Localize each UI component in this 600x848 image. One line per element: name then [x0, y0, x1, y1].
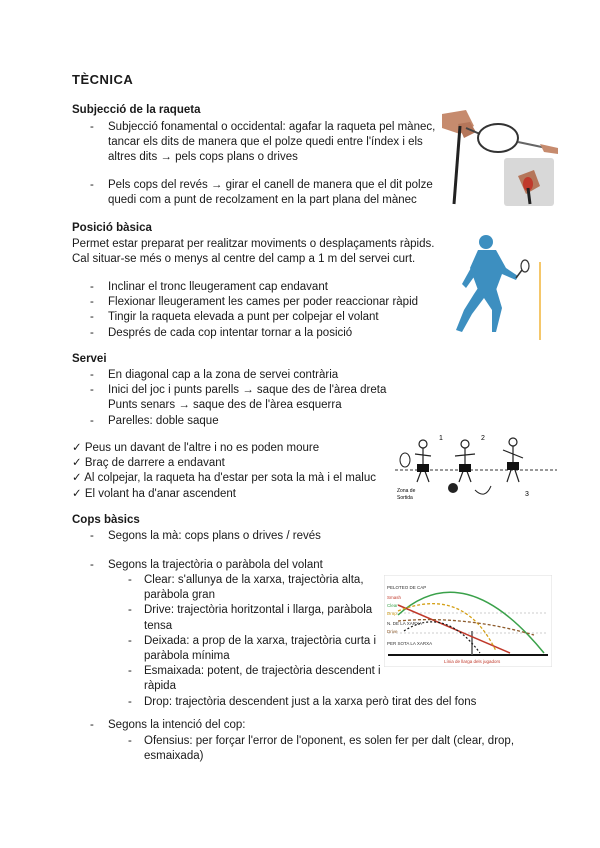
racket-grip-image	[440, 104, 558, 208]
diagram-label: PELOTEO DE CAP	[387, 585, 427, 590]
list-item: - Pels cops del revés → girar el canell de manera que el dit polze quedi com a punt de recolzament en la part plana del mànec	[90, 179, 433, 207]
posicio-intro: Permet estar preparat per realitzar moviments o desplaçaments ràpids. Cal situar-se més o menys al centre del camp a 1 m del servei curt.	[72, 238, 435, 266]
diagram-label: Línia de llarga dels jugadors	[444, 659, 501, 664]
cops-sub-list: - Clear: s'allunya de la xarxa, trajectòria alta, paràbola gran - Drive: trajectòria horitzontal i llarga, paràbola tensa - Deixada: a prop de la xarxa, trajectòria curta i paràbola mínima - Esmaixada: potent, de trajectòria descendent i ràpida - Drop: trajectòria descendent just a la xarxa però tirat des del fons	[128, 574, 477, 708]
list-item: - Ofensius: per forçar l'error de l'oponent, es solen fer per dalt (clear, drop, esmaixada)	[128, 735, 515, 763]
figure-label: Zona de	[397, 488, 416, 494]
section-heading-servei: Servei	[72, 353, 107, 365]
section-heading-cops: Cops bàsics	[72, 514, 140, 526]
figure-number: 1	[439, 435, 443, 442]
posicio-list: - Inclinar el tronc lleugerament cap endavant - Flexionar lleugerament les cames per poder reaccionar ràpid - Tingir la raqueta elevada a punt per colpejar el volant - Després de cada cop intentar tornar a la posició	[90, 281, 419, 339]
figure-number: 3	[525, 491, 529, 498]
diagram-label: Smash	[387, 595, 402, 600]
diagram-label: Drive	[387, 629, 398, 634]
diagram-label: Drop	[387, 611, 397, 616]
section-heading-subjeccio: Subjecció de la raqueta	[72, 104, 201, 116]
trajectory-diagram	[384, 575, 552, 667]
figure-number: 2	[481, 435, 485, 442]
figure-label: Sortida	[397, 495, 413, 501]
diagram-label: N. DE LA XARXA	[387, 621, 423, 626]
diagram-label: PER SOTA LA XARXA	[387, 641, 433, 646]
servei-checks: ✓ Peus un davant de l'altre i no es poden moure ✓ Braç de darrere a endavant ✓ Al colpejar, la raqueta ha d'estar per sota la mà i el maluc ✓ El volant ha d'anar ascendent	[72, 442, 376, 500]
list-item: - Segons la trajectòria o paràbola del volant	[90, 559, 323, 571]
page-title: TÈCNICA	[72, 72, 134, 87]
ready-position-silhouette	[448, 232, 558, 344]
list-item: - Segons la intenció del cop:	[90, 719, 246, 731]
diagram-label: Clear	[387, 603, 398, 608]
serve-sequence-figure	[395, 430, 557, 512]
servei-list: - En diagonal cap a la zona de servei contrària - Inici del joc i punts parells → saque des de l'àrea dreta Punts senars → saque des de l'àrea esquerra - Parelles: doble saque	[90, 369, 387, 427]
list-item: - Segons la mà: cops plans o drives / revés	[90, 530, 321, 542]
section-heading-posicio: Posició bàsica	[72, 222, 152, 234]
list-item: - Subjecció fonamental o occidental: agafar la raqueta pel mànec, tancar els dits de manera que el polze quedi entre l'índex i els altres dits → pels cops plans o drives	[90, 121, 436, 164]
